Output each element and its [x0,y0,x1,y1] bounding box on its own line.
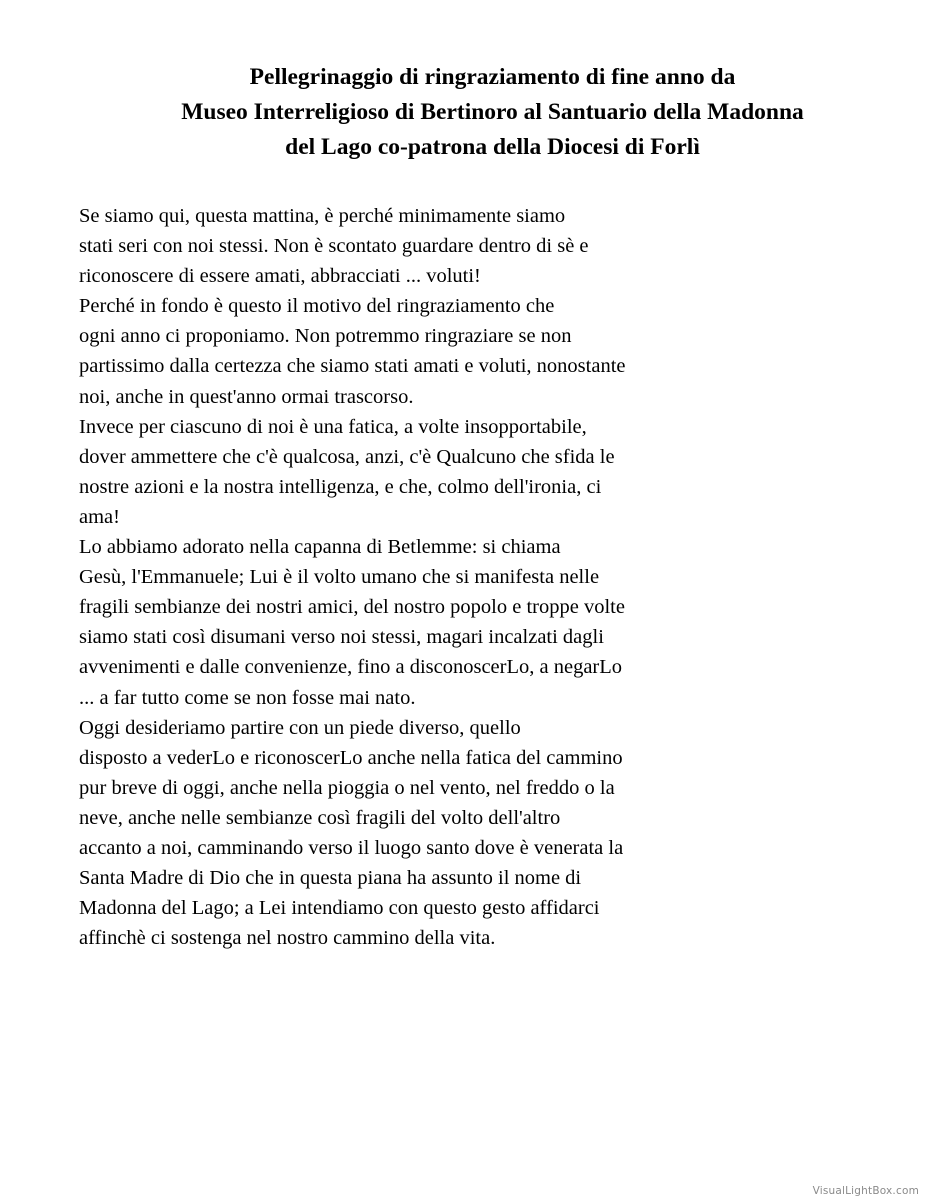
body-line: ... a far tutto come se non fosse mai nato. [79,686,416,709]
body-line: Madonna del Lago; a Lei intendiamo con questo gesto affidarci [79,897,600,920]
body-line: disposto a vederLo e riconoscerLo anche nella fatica del cammino [79,746,623,769]
body-line: Lo abbiamo adorato nella capanna di Betlemme: si chiama [79,536,561,559]
body-line: ama! [79,505,120,528]
body-line: dover ammettere che c'è qualcosa, anzi, c'è Qualcuno che sfida le [79,445,615,468]
body-line: Invece per ciascuno di noi è una fatica, a volte insopportabile, [79,415,587,438]
body-line: Perché in fondo è questo il motivo del ringraziamento che [79,295,555,318]
body-line: riconoscere di essere amati, abbracciati ... voluti! [79,265,481,288]
title-line: Museo Interreligioso di Bertinoro al Santuario della Madonna [181,99,804,125]
body-line: partissimo dalla certezza che siamo stati amati e voluti, nonostante [79,355,626,378]
body-line: neve, anche nelle sembianze così fragili del volto dell'altro [79,806,561,829]
body-line: ogni anno ci proponiamo. Non potremmo ringraziare se non [79,325,572,348]
body-line: pur breve di oggi, anche nella pioggia o nel vento, nel freddo o la [79,776,615,799]
body-line: Gesù, l'Emmanuele; Lui è il volto umano che si manifesta nelle [79,566,600,589]
watermark-text: VisualLightBox.com [812,1185,919,1197]
document-body [79,201,879,953]
body-line: stati seri con noi stessi. Non è scontato guardare dentro di sè e [79,235,589,258]
body-line: accanto a noi, camminando verso il luogo santo dove è venerata la [79,836,624,859]
body-line: noi, anche in quest'anno ormai trascorso. [79,385,414,408]
title-line: Pellegrinaggio di ringraziamento di fine anno da [249,64,736,90]
body-line: nostre azioni e la nostra intelligenza, e che, colmo dell'ironia, ci [79,475,602,498]
body-line: affinchè ci sostenga nel nostro cammino della vita. [79,927,496,950]
body-line: fragili sembianze dei nostri amici, del nostro popolo e troppe volte [79,596,625,619]
title-line: del Lago co-patrona della Diocesi di Forlì [285,134,700,160]
body-line: Se siamo qui, questa mattina, è perché minimamente siamo [79,205,566,227]
body-line: Oggi desideriamo partire con un piede diverso, quello [79,716,521,739]
body-line: avvenimenti e dalle convenienze, fino a disconoscerLo, a negarLo [79,656,623,679]
body-line: siamo stati così disumani verso noi stessi, magari incalzati dagli [79,626,604,649]
body-line: Santa Madre di Dio che in questa piana ha assunto il nome di [79,867,582,890]
document-title [60,60,925,165]
